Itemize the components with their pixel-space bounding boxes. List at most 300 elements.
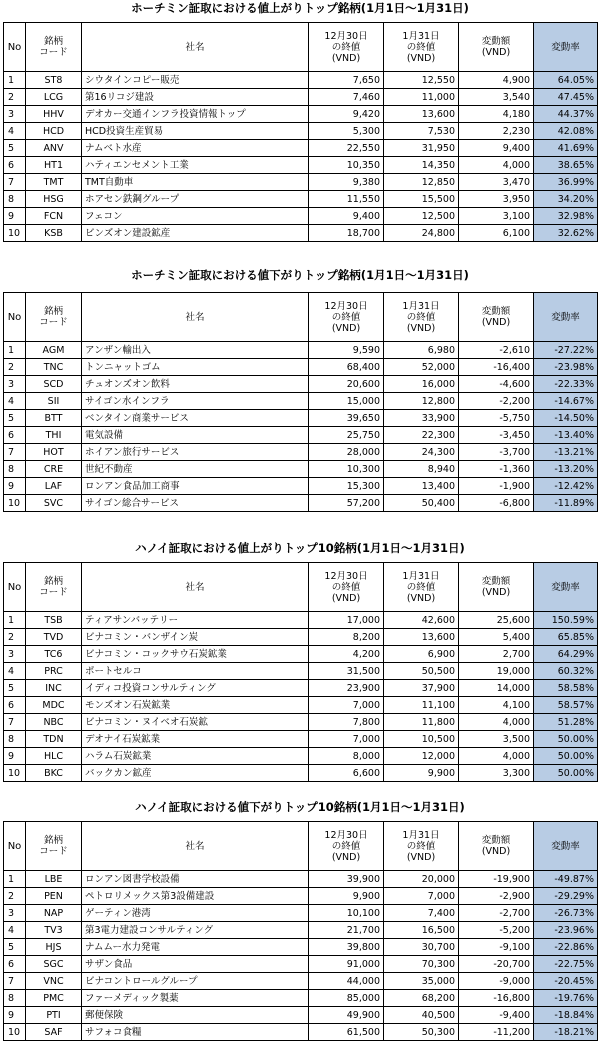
curr-close-cell: 11,000 bbox=[384, 89, 459, 106]
row-number-cell: 10 bbox=[4, 495, 26, 512]
header-change-amount: 変動額 (VND) bbox=[459, 822, 534, 871]
prev-close-cell: 9,900 bbox=[309, 888, 384, 905]
header-change-rate: 変動率 bbox=[534, 822, 598, 871]
row-number-cell: 6 bbox=[4, 157, 26, 174]
stock-code-cell: HOT bbox=[26, 444, 82, 461]
table-row bbox=[4, 342, 598, 359]
prev-close-cell: 15,300 bbox=[309, 478, 384, 495]
stock-code-cell: BKC bbox=[26, 765, 82, 782]
change-amount-cell: -9,000 bbox=[459, 973, 534, 990]
header-change-rate: 変動率 bbox=[534, 293, 598, 342]
row-number-cell: 7 bbox=[4, 714, 26, 731]
stock-code-cell: ST8 bbox=[26, 72, 82, 89]
change-amount-cell: 6,100 bbox=[459, 225, 534, 242]
table-row bbox=[4, 89, 598, 106]
curr-close-cell: 8,940 bbox=[384, 461, 459, 478]
row-number-cell: 9 bbox=[4, 208, 26, 225]
curr-close-cell: 35,000 bbox=[384, 973, 459, 990]
header-stock-code: 銘柄 コード bbox=[26, 293, 82, 342]
row-number-cell: 5 bbox=[4, 680, 26, 697]
curr-close-cell: 12,500 bbox=[384, 208, 459, 225]
change-rate-cell: -22.33% bbox=[534, 376, 598, 393]
table-row bbox=[4, 174, 598, 191]
company-name-cell: デオナイ石炭鉱業 bbox=[82, 731, 309, 748]
table-row bbox=[4, 629, 598, 646]
header-row bbox=[4, 822, 598, 871]
table-row bbox=[4, 956, 598, 973]
change-amount-cell: 25,600 bbox=[459, 612, 534, 629]
change-rate-cell: -18.21% bbox=[534, 1024, 598, 1041]
row-number-cell: 8 bbox=[4, 731, 26, 748]
curr-close-cell: 16,500 bbox=[384, 922, 459, 939]
change-amount-cell: 4,000 bbox=[459, 157, 534, 174]
change-amount-cell: 3,470 bbox=[459, 174, 534, 191]
stock-code-cell: INC bbox=[26, 680, 82, 697]
prev-close-cell: 8,200 bbox=[309, 629, 384, 646]
company-name-cell: ゲーティン港湾 bbox=[82, 905, 309, 922]
row-number-cell: 6 bbox=[4, 697, 26, 714]
table-row bbox=[4, 939, 598, 956]
stock-code-cell: SCD bbox=[26, 376, 82, 393]
stock-code-cell: LCG bbox=[26, 89, 82, 106]
row-number-cell: 4 bbox=[4, 922, 26, 939]
stock-code-cell: TV3 bbox=[26, 922, 82, 939]
prev-close-cell: 31,500 bbox=[309, 663, 384, 680]
prev-close-cell: 18,700 bbox=[309, 225, 384, 242]
company-name-cell: ティアサンバッテリー bbox=[82, 612, 309, 629]
prev-close-cell: 15,000 bbox=[309, 393, 384, 410]
company-name-cell: ハティエンセメント工業 bbox=[82, 157, 309, 174]
table-row bbox=[4, 208, 598, 225]
row-number-cell: 7 bbox=[4, 174, 26, 191]
stock-code-cell: PRC bbox=[26, 663, 82, 680]
table-row bbox=[4, 680, 598, 697]
change-amount-cell: -5,750 bbox=[459, 410, 534, 427]
stock-code-cell: NBC bbox=[26, 714, 82, 731]
header-prev-close: 12月30日 の終値 (VND) bbox=[309, 23, 384, 72]
stock-ranking-table bbox=[3, 22, 598, 242]
stock-code-cell: TDN bbox=[26, 731, 82, 748]
table-row bbox=[4, 427, 598, 444]
prev-close-cell: 11,550 bbox=[309, 191, 384, 208]
stock-code-cell: LBE bbox=[26, 871, 82, 888]
stock-ranking-table bbox=[3, 562, 598, 782]
change-rate-cell: -13.20% bbox=[534, 461, 598, 478]
stock-code-cell: LAF bbox=[26, 478, 82, 495]
company-name-cell: 第3電力建設コンサルティング bbox=[82, 922, 309, 939]
table-row bbox=[4, 140, 598, 157]
prev-close-cell: 8,000 bbox=[309, 748, 384, 765]
change-amount-cell: 3,950 bbox=[459, 191, 534, 208]
curr-close-cell: 68,200 bbox=[384, 990, 459, 1007]
change-rate-cell: 60.32% bbox=[534, 663, 598, 680]
header-company-name: 社名 bbox=[82, 563, 309, 612]
company-name-cell: ビナコミン・ヌイベオ石炭鉱 bbox=[82, 714, 309, 731]
change-amount-cell: -2,610 bbox=[459, 342, 534, 359]
row-number-cell: 2 bbox=[4, 89, 26, 106]
prev-close-cell: 20,600 bbox=[309, 376, 384, 393]
curr-close-cell: 13,400 bbox=[384, 478, 459, 495]
stock-code-cell: HLC bbox=[26, 748, 82, 765]
curr-close-cell: 52,000 bbox=[384, 359, 459, 376]
curr-close-cell: 13,600 bbox=[384, 629, 459, 646]
stock-code-cell: FCN bbox=[26, 208, 82, 225]
change-amount-cell: 4,900 bbox=[459, 72, 534, 89]
row-number-cell: 9 bbox=[4, 748, 26, 765]
table-title: ハノイ証取における値下がりトップ10銘柄(1月1日〜1月31日) bbox=[135, 800, 465, 814]
change-amount-cell: -16,400 bbox=[459, 359, 534, 376]
header-prev-close: 12月30日 の終値 (VND) bbox=[309, 293, 384, 342]
row-number-cell: 8 bbox=[4, 191, 26, 208]
row-number-cell: 1 bbox=[4, 871, 26, 888]
company-name-cell: ベンタイン商業サービス bbox=[82, 410, 309, 427]
stock-code-cell: BTT bbox=[26, 410, 82, 427]
stock-code-cell: ANV bbox=[26, 140, 82, 157]
table-row bbox=[4, 410, 598, 427]
row-number-cell: 5 bbox=[4, 410, 26, 427]
table-row bbox=[4, 495, 598, 512]
company-name-cell: シウタインコピー販売 bbox=[82, 72, 309, 89]
table-row bbox=[4, 663, 598, 680]
change-rate-cell: -49.87% bbox=[534, 871, 598, 888]
change-rate-cell: -19.76% bbox=[534, 990, 598, 1007]
table-row bbox=[4, 765, 598, 782]
change-amount-cell: 3,500 bbox=[459, 731, 534, 748]
change-rate-cell: 50.00% bbox=[534, 731, 598, 748]
prev-close-cell: 39,900 bbox=[309, 871, 384, 888]
company-name-cell: ビナコミン・バンザイン炭 bbox=[82, 629, 309, 646]
prev-close-cell: 21,700 bbox=[309, 922, 384, 939]
stock-code-cell: TSB bbox=[26, 612, 82, 629]
curr-close-cell: 15,500 bbox=[384, 191, 459, 208]
stock-code-cell: TNC bbox=[26, 359, 82, 376]
row-number-cell: 2 bbox=[4, 359, 26, 376]
change-rate-cell: 42.08% bbox=[534, 123, 598, 140]
row-number-cell: 8 bbox=[4, 461, 26, 478]
stock-code-cell: HT1 bbox=[26, 157, 82, 174]
change-amount-cell: -6,800 bbox=[459, 495, 534, 512]
change-amount-cell: 9,400 bbox=[459, 140, 534, 157]
stock-code-cell: AGM bbox=[26, 342, 82, 359]
prev-close-cell: 10,300 bbox=[309, 461, 384, 478]
prev-close-cell: 57,200 bbox=[309, 495, 384, 512]
curr-close-cell: 12,000 bbox=[384, 748, 459, 765]
change-amount-cell: 14,000 bbox=[459, 680, 534, 697]
change-amount-cell: 2,700 bbox=[459, 646, 534, 663]
change-amount-cell: -16,800 bbox=[459, 990, 534, 1007]
stock-code-cell: HSG bbox=[26, 191, 82, 208]
change-rate-cell: -23.96% bbox=[534, 922, 598, 939]
company-name-cell: ビンズオン建設鉱産 bbox=[82, 225, 309, 242]
header-company-name: 社名 bbox=[82, 293, 309, 342]
curr-close-cell: 11,100 bbox=[384, 697, 459, 714]
header-row-number: No bbox=[4, 822, 26, 871]
curr-close-cell: 31,950 bbox=[384, 140, 459, 157]
company-name-cell: デオカー交通インフラ投資情報トップ bbox=[82, 106, 309, 123]
curr-close-cell: 50,500 bbox=[384, 663, 459, 680]
company-name-cell: イディコ投資コンサルティング bbox=[82, 680, 309, 697]
change-rate-cell: -14.67% bbox=[534, 393, 598, 410]
header-company-name: 社名 bbox=[82, 822, 309, 871]
company-name-cell: ビナコミン・コックサウ石炭鉱業 bbox=[82, 646, 309, 663]
stock-ranking-table bbox=[3, 821, 598, 1041]
stock-code-cell: MDC bbox=[26, 697, 82, 714]
curr-close-cell: 9,900 bbox=[384, 765, 459, 782]
change-rate-cell: 58.58% bbox=[534, 680, 598, 697]
change-rate-cell: 47.45% bbox=[534, 89, 598, 106]
row-number-cell: 5 bbox=[4, 939, 26, 956]
stock-code-cell: SII bbox=[26, 393, 82, 410]
change-amount-cell: -3,450 bbox=[459, 427, 534, 444]
prev-close-cell: 39,650 bbox=[309, 410, 384, 427]
company-name-cell: サイゴン水インフラ bbox=[82, 393, 309, 410]
prev-close-cell: 22,550 bbox=[309, 140, 384, 157]
change-amount-cell: 5,400 bbox=[459, 629, 534, 646]
row-number-cell: 6 bbox=[4, 427, 26, 444]
table-row bbox=[4, 123, 598, 140]
header-row-number: No bbox=[4, 23, 26, 72]
prev-close-cell: 85,000 bbox=[309, 990, 384, 1007]
change-rate-cell: -18.84% bbox=[534, 1007, 598, 1024]
change-rate-cell: -22.75% bbox=[534, 956, 598, 973]
curr-close-cell: 14,350 bbox=[384, 157, 459, 174]
table-row bbox=[4, 697, 598, 714]
row-number-cell: 1 bbox=[4, 72, 26, 89]
prev-close-cell: 5,300 bbox=[309, 123, 384, 140]
row-number-cell: 9 bbox=[4, 478, 26, 495]
header-stock-code: 銘柄 コード bbox=[26, 23, 82, 72]
change-amount-cell: -9,400 bbox=[459, 1007, 534, 1024]
change-rate-cell: 36.99% bbox=[534, 174, 598, 191]
change-amount-cell: 3,300 bbox=[459, 765, 534, 782]
company-name-cell: ペトロリメックス第3設備建設 bbox=[82, 888, 309, 905]
stock-code-cell: HJS bbox=[26, 939, 82, 956]
table-row bbox=[4, 714, 598, 731]
prev-close-cell: 39,800 bbox=[309, 939, 384, 956]
prev-close-cell: 6,600 bbox=[309, 765, 384, 782]
table-row bbox=[4, 478, 598, 495]
curr-close-cell: 10,500 bbox=[384, 731, 459, 748]
table-title: ホーチミン証取における値下がりトップ銘柄(1月1日〜1月31日) bbox=[131, 268, 469, 282]
curr-close-cell: 16,000 bbox=[384, 376, 459, 393]
stock-code-cell: NAP bbox=[26, 905, 82, 922]
company-name-cell: ホイアン旅行サービス bbox=[82, 444, 309, 461]
change-amount-cell: -19,900 bbox=[459, 871, 534, 888]
prev-close-cell: 49,900 bbox=[309, 1007, 384, 1024]
company-name-cell: 郵便保険 bbox=[82, 1007, 309, 1024]
stock-code-cell: PMC bbox=[26, 990, 82, 1007]
change-amount-cell: 3,100 bbox=[459, 208, 534, 225]
row-number-cell: 2 bbox=[4, 629, 26, 646]
stock-code-cell: TC6 bbox=[26, 646, 82, 663]
curr-close-cell: 42,600 bbox=[384, 612, 459, 629]
header-row-number: No bbox=[4, 293, 26, 342]
change-rate-cell: 32.62% bbox=[534, 225, 598, 242]
row-number-cell: 3 bbox=[4, 106, 26, 123]
prev-close-cell: 23,900 bbox=[309, 680, 384, 697]
curr-close-cell: 7,000 bbox=[384, 888, 459, 905]
prev-close-cell: 9,400 bbox=[309, 208, 384, 225]
header-change-amount: 変動額 (VND) bbox=[459, 23, 534, 72]
change-rate-cell: 50.00% bbox=[534, 765, 598, 782]
stock-ranking-table bbox=[3, 292, 598, 512]
row-number-cell: 10 bbox=[4, 765, 26, 782]
company-name-cell: 第16リコジ建設 bbox=[82, 89, 309, 106]
curr-close-cell: 33,900 bbox=[384, 410, 459, 427]
table-row bbox=[4, 225, 598, 242]
change-amount-cell: -5,200 bbox=[459, 922, 534, 939]
header-change-amount: 変動額 (VND) bbox=[459, 563, 534, 612]
table-row bbox=[4, 888, 598, 905]
prev-close-cell: 17,000 bbox=[309, 612, 384, 629]
header-curr-close: 1月31日 の終値 (VND) bbox=[384, 563, 459, 612]
curr-close-cell: 50,300 bbox=[384, 1024, 459, 1041]
company-name-cell: トンニャットゴム bbox=[82, 359, 309, 376]
curr-close-cell: 20,000 bbox=[384, 871, 459, 888]
company-name-cell: サイゴン総合サービス bbox=[82, 495, 309, 512]
prev-close-cell: 7,800 bbox=[309, 714, 384, 731]
table-row bbox=[4, 612, 598, 629]
stock-code-cell: SAF bbox=[26, 1024, 82, 1041]
company-name-cell: 電気設備 bbox=[82, 427, 309, 444]
row-number-cell: 5 bbox=[4, 140, 26, 157]
header-change-amount: 変動額 (VND) bbox=[459, 293, 534, 342]
change-amount-cell: -1,900 bbox=[459, 478, 534, 495]
table-row bbox=[4, 905, 598, 922]
change-rate-cell: 65.85% bbox=[534, 629, 598, 646]
stock-code-cell: SVC bbox=[26, 495, 82, 512]
prev-close-cell: 7,650 bbox=[309, 72, 384, 89]
change-rate-cell: -22.86% bbox=[534, 939, 598, 956]
stock-code-cell: HHV bbox=[26, 106, 82, 123]
stock-code-cell: THI bbox=[26, 427, 82, 444]
change-amount-cell: -3,700 bbox=[459, 444, 534, 461]
header-curr-close: 1月31日 の終値 (VND) bbox=[384, 822, 459, 871]
change-rate-cell: -13.40% bbox=[534, 427, 598, 444]
change-rate-cell: 150.59% bbox=[534, 612, 598, 629]
table-row bbox=[4, 1007, 598, 1024]
change-rate-cell: -12.42% bbox=[534, 478, 598, 495]
table-row bbox=[4, 393, 598, 410]
change-amount-cell: -20,700 bbox=[459, 956, 534, 973]
header-row bbox=[4, 563, 598, 612]
prev-close-cell: 7,460 bbox=[309, 89, 384, 106]
table-title: ハノイ証取における値上がりトップ10銘柄(1月1日〜1月31日) bbox=[135, 541, 465, 555]
table-row bbox=[4, 461, 598, 478]
change-rate-cell: -11.89% bbox=[534, 495, 598, 512]
change-amount-cell: 4,180 bbox=[459, 106, 534, 123]
stock-code-cell: TMT bbox=[26, 174, 82, 191]
row-number-cell: 1 bbox=[4, 612, 26, 629]
table-row bbox=[4, 871, 598, 888]
change-amount-cell: -2,900 bbox=[459, 888, 534, 905]
prev-close-cell: 61,500 bbox=[309, 1024, 384, 1041]
company-name-cell: サフォコ食糧 bbox=[82, 1024, 309, 1041]
row-number-cell: 7 bbox=[4, 973, 26, 990]
row-number-cell: 1 bbox=[4, 342, 26, 359]
prev-close-cell: 44,000 bbox=[309, 973, 384, 990]
prev-close-cell: 7,000 bbox=[309, 731, 384, 748]
curr-close-cell: 11,800 bbox=[384, 714, 459, 731]
curr-close-cell: 12,850 bbox=[384, 174, 459, 191]
change-rate-cell: -27.22% bbox=[534, 342, 598, 359]
change-rate-cell: -20.45% bbox=[534, 973, 598, 990]
curr-close-cell: 24,800 bbox=[384, 225, 459, 242]
header-company-name: 社名 bbox=[82, 23, 309, 72]
company-name-cell: ロンアン図書学校設備 bbox=[82, 871, 309, 888]
prev-close-cell: 9,420 bbox=[309, 106, 384, 123]
header-curr-close: 1月31日 の終値 (VND) bbox=[384, 293, 459, 342]
table-row bbox=[4, 731, 598, 748]
row-number-cell: 3 bbox=[4, 376, 26, 393]
curr-close-cell: 70,300 bbox=[384, 956, 459, 973]
curr-close-cell: 22,300 bbox=[384, 427, 459, 444]
stock-code-cell: VNC bbox=[26, 973, 82, 990]
company-name-cell: 世紀不動産 bbox=[82, 461, 309, 478]
company-name-cell: TMT自動車 bbox=[82, 174, 309, 191]
row-number-cell: 9 bbox=[4, 1007, 26, 1024]
curr-close-cell: 6,900 bbox=[384, 646, 459, 663]
row-number-cell: 4 bbox=[4, 123, 26, 140]
header-prev-close: 12月30日 の終値 (VND) bbox=[309, 563, 384, 612]
company-name-cell: チュオンズオン飲料 bbox=[82, 376, 309, 393]
company-name-cell: ロンアン食品加工商事 bbox=[82, 478, 309, 495]
table-row bbox=[4, 106, 598, 123]
change-amount-cell: -9,100 bbox=[459, 939, 534, 956]
stock-code-cell: HCD bbox=[26, 123, 82, 140]
change-rate-cell: -23.98% bbox=[534, 359, 598, 376]
change-rate-cell: 50.00% bbox=[534, 748, 598, 765]
curr-close-cell: 40,500 bbox=[384, 1007, 459, 1024]
row-number-cell: 3 bbox=[4, 905, 26, 922]
table-row bbox=[4, 748, 598, 765]
company-name-cell: フェコン bbox=[82, 208, 309, 225]
company-name-cell: ナムベト水産 bbox=[82, 140, 309, 157]
prev-close-cell: 91,000 bbox=[309, 956, 384, 973]
company-name-cell: ホアセン鉄鋼グループ bbox=[82, 191, 309, 208]
prev-close-cell: 9,590 bbox=[309, 342, 384, 359]
curr-close-cell: 30,700 bbox=[384, 939, 459, 956]
company-name-cell: モンズオン石炭鉱業 bbox=[82, 697, 309, 714]
stock-code-cell: KSB bbox=[26, 225, 82, 242]
prev-close-cell: 7,000 bbox=[309, 697, 384, 714]
prev-close-cell: 25,750 bbox=[309, 427, 384, 444]
header-row bbox=[4, 23, 598, 72]
header-change-rate: 変動率 bbox=[534, 23, 598, 72]
change-rate-cell: 41.69% bbox=[534, 140, 598, 157]
change-rate-cell: -13.21% bbox=[534, 444, 598, 461]
row-number-cell: 10 bbox=[4, 225, 26, 242]
header-stock-code: 銘柄 コード bbox=[26, 822, 82, 871]
table-row bbox=[4, 646, 598, 663]
company-name-cell: HCD投資生産貿易 bbox=[82, 123, 309, 140]
stock-code-cell: SGC bbox=[26, 956, 82, 973]
table-row bbox=[4, 191, 598, 208]
company-name-cell: バックカン鉱産 bbox=[82, 765, 309, 782]
table-row bbox=[4, 922, 598, 939]
change-amount-cell: -2,200 bbox=[459, 393, 534, 410]
change-amount-cell: -2,700 bbox=[459, 905, 534, 922]
row-number-cell: 8 bbox=[4, 990, 26, 1007]
change-rate-cell: -26.73% bbox=[534, 905, 598, 922]
prev-close-cell: 10,100 bbox=[309, 905, 384, 922]
row-number-cell: 6 bbox=[4, 956, 26, 973]
curr-close-cell: 12,800 bbox=[384, 393, 459, 410]
header-prev-close: 12月30日 の終値 (VND) bbox=[309, 822, 384, 871]
header-row bbox=[4, 293, 598, 342]
change-amount-cell: 4,000 bbox=[459, 714, 534, 731]
row-number-cell: 7 bbox=[4, 444, 26, 461]
